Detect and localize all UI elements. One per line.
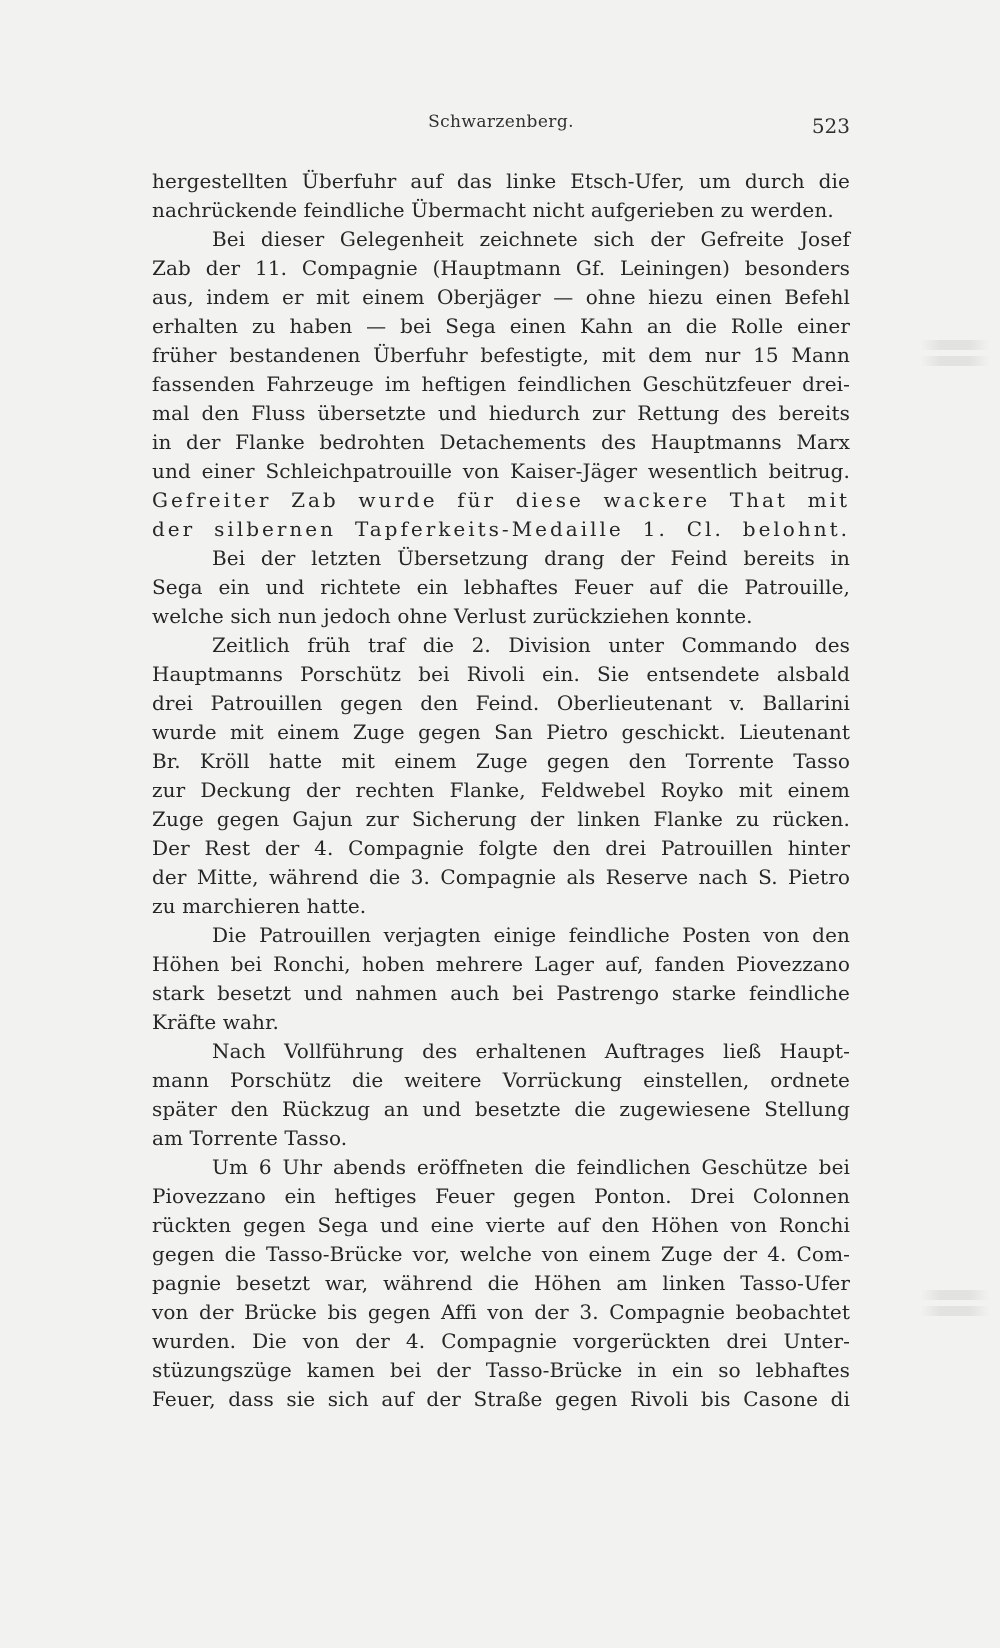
body-text [152, 167, 850, 1414]
bleed-through-mark [920, 1290, 990, 1380]
running-title: Schwarzenberg. [428, 112, 574, 132]
text-line: nachrückende feindliche Übermacht nicht aufgerieben zu werden. [152, 198, 834, 222]
text-line: rückten gegen Sega und eine vierte auf den Höhen von Ronchi [152, 1213, 850, 1237]
text-line: aus, indem er mit einem Oberjäger — ohne hiezu einen Befehl [152, 285, 850, 309]
text-line: pagnie besetzt war, während die Höhen am linken Tasso-Ufer [152, 1271, 850, 1295]
text-line: Zeitlich früh traf die 2. Division unter Commando des [212, 633, 850, 657]
text-line: zu marchieren hatte. [152, 894, 367, 918]
text-line: Die Patrouillen verjagten einige feindliche Posten von den [212, 923, 850, 947]
text-line: fassenden Fahrzeuge im heftigen feindlichen Geschützfeuer drei- [152, 372, 850, 396]
text-line: Zab der 11. Compagnie (Hauptmann Gf. Leiningen) besonders [152, 256, 850, 280]
text-line: der Mitte, während die 3. Compagnie als Reserve nach S. Pietro [152, 865, 850, 889]
text-line: Sega ein und richtete ein lebhaftes Feuer auf die Patrouille, [152, 575, 850, 599]
text-line: Nach Vollführung des erhaltenen Auftrages ließ Haupt- [212, 1039, 850, 1063]
text-line: früher bestandenen Überfuhr befestigte, mit dem nur 15 Mann [152, 343, 850, 367]
text-line: Höhen bei Ronchi, hoben mehrere Lager auf, fanden Piovezzano [152, 952, 850, 976]
text-line: stüzungszüge kamen bei der Tasso-Brücke in ein so lebhaftes [152, 1358, 850, 1382]
text-line: Feuer, dass sie sich auf der Straße gegen Rivoli bis Casone di [152, 1387, 850, 1411]
text-line: Bei der letzten Übersetzung drang der Feind bereits in [212, 546, 850, 570]
text-line: Kräfte wahr. [152, 1010, 279, 1034]
text-line: Gefreiter Zab wurde für diese wackere That mit [152, 488, 850, 512]
text-line: Piovezzano ein heftiges Feuer gegen Ponton. Drei Colonnen [152, 1184, 850, 1208]
running-header [152, 108, 850, 144]
page-number: 523 [811, 114, 850, 138]
text-line: mal den Fluss übersetzte und hiedurch zur Rettung des bereits [152, 401, 850, 425]
text-line: mann Porschütz die weitere Vorrückung einstellen, ordnete [152, 1068, 850, 1092]
text-line: und einer Schleichpatrouille von Kaiser-Jäger wesentlich beitrug. [152, 459, 850, 483]
text-line: Bei dieser Gelegenheit zeichnete sich der Gefreite Josef [212, 227, 850, 251]
text-line: hergestellten Überfuhr auf das linke Etsch-Ufer, um durch die [152, 169, 850, 193]
text-line: wurden. Die von der 4. Compagnie vorgerückten drei Unter- [152, 1329, 850, 1353]
text-line: erhalten zu haben — bei Sega einen Kahn an die Rolle einer [152, 314, 850, 338]
text-line: von der Brücke bis gegen Affi von der 3. Compagnie beobachtet [152, 1300, 850, 1324]
text-line: welche sich nun jedoch ohne Verlust zurückziehen konnte. [152, 604, 753, 628]
text-line: Br. Kröll hatte mit einem Zuge gegen den Torrente Tasso [152, 749, 850, 773]
text-line: stark besetzt und nahmen auch bei Pastrengo starke feindliche [152, 981, 850, 1005]
text-line: der silbernen Tapferkeits-Medaille 1. Cl. belohnt. [152, 517, 850, 541]
text-line: in der Flanke bedrohten Detachements des Hauptmanns Marx [152, 430, 850, 454]
text-line: Um 6 Uhr abends eröffneten die feindlichen Geschütze bei [212, 1155, 850, 1179]
bleed-through-mark [920, 340, 990, 430]
text-line: am Torrente Tasso. [152, 1126, 348, 1150]
text-line: zur Deckung der rechten Flanke, Feldwebel Royko mit einem [152, 778, 850, 802]
text-line: drei Patrouillen gegen den Feind. Oberlieutenant v. Ballarini [152, 691, 850, 715]
text-line: Hauptmanns Porschütz bei Rivoli ein. Sie entsendete alsbald [152, 662, 850, 686]
text-line: gegen die Tasso-Brücke vor, welche von einem Zuge der 4. Com- [152, 1242, 850, 1266]
text-line: Der Rest der 4. Compagnie folgte den drei Patrouillen hinter [152, 836, 850, 860]
text-line: später den Rückzug an und besetzte die zugewiesene Stellung [152, 1097, 850, 1121]
text-line: Zuge gegen Gajun zur Sicherung der linken Flanke zu rücken. [152, 807, 850, 831]
text-line: wurde mit einem Zuge gegen San Pietro geschickt. Lieutenant [152, 720, 850, 744]
